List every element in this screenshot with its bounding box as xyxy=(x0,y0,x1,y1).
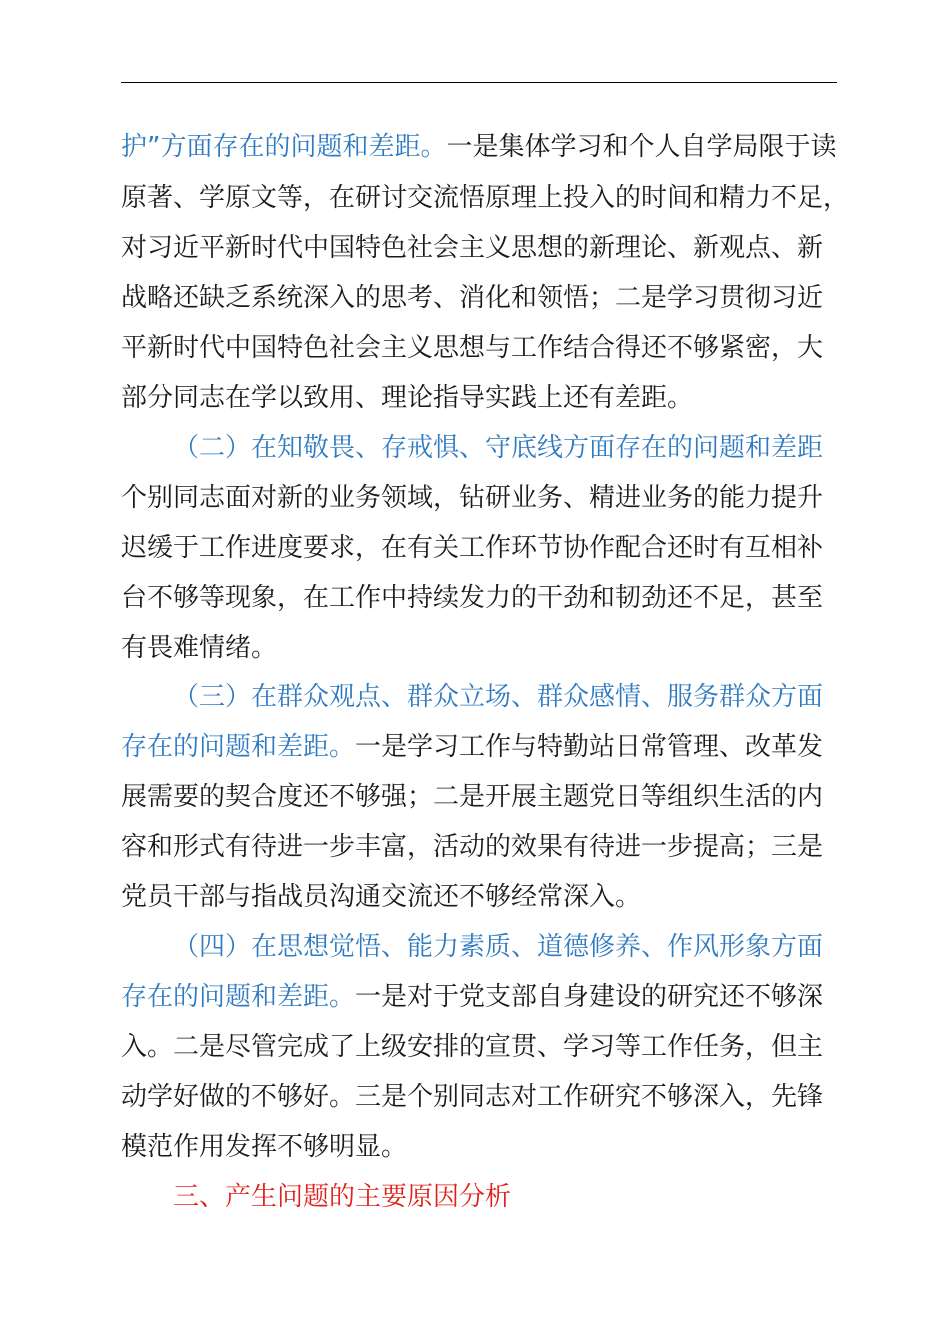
p4-line3: 入。二是尽管完成了上级安排的宣贯、学习等工作任务，但主 xyxy=(121,1032,824,1062)
p4-line2-text: 一是对于党支部自身建设的研究还不够深 xyxy=(355,982,824,1012)
p1-line2: 原著、学原文等，在研讨交流悟原理上投入的时间和精力不足， xyxy=(121,183,850,213)
p4-line2 xyxy=(121,980,841,1014)
p3-line4: 容和形式有待进一步丰富，活动的效果有待进一步提高；三是 xyxy=(121,832,824,862)
p3-line3: 展需要的契合度还不够强；二是开展主题党日等组织生活的内 xyxy=(121,782,824,812)
p2-heading: （二）在知敬畏、存戒惧、守底线方面存在的问题和差距 xyxy=(173,433,824,463)
p3-line2-text: 一是学习工作与特勤站日常管理、改革发 xyxy=(355,732,824,762)
p1-line5: 平新时代中国特色社会主义思想与工作结合得还不够紧密，大 xyxy=(121,333,824,363)
p3-line2 xyxy=(121,730,841,764)
p1-line3: 对习近平新时代中国特色社会主义思想的新理论、新观点、新 xyxy=(121,233,824,263)
p4-line4: 动学好做的不够好。三是个别同志对工作研究不够深入，先锋 xyxy=(121,1082,824,1112)
p1-line6: 部分同志在学以致用、理论指导实践上还有差距。 xyxy=(121,383,694,413)
header-rule xyxy=(121,82,837,83)
section3-heading: 三、产生问题的主要原因分析 xyxy=(173,1182,512,1212)
p3-line5: 党员干部与指战员沟通交流还不够经常深入。 xyxy=(121,882,642,912)
p3-heading-line1: （三）在群众观点、群众立场、群众感情、服务群众方面 xyxy=(173,682,824,712)
p2-line4: 台不够等现象，在工作中持续发力的干劲和韧劲还不足，甚至 xyxy=(121,583,824,613)
p2-line5: 有畏难情绪。 xyxy=(121,633,278,663)
p4-heading-line1: （四）在思想觉悟、能力素质、道德修养、作风形象方面 xyxy=(173,932,824,962)
p1-heading-fragment: 护”方面存在的问题和差距。 xyxy=(121,132,447,162)
p4-heading-line2: 存在的问题和差距。 xyxy=(121,982,356,1012)
p1-line4: 战略还缺乏系统深入的思考、消化和领悟；二是学习贯彻习近 xyxy=(121,283,824,313)
p2-line2: 个别同志面对新的业务领域，钻研业务、精进业务的能力提升 xyxy=(121,483,824,513)
p1-line1-text: 一是集体学习和个人自学局限于读 xyxy=(446,132,837,162)
p1-line1 xyxy=(121,130,841,164)
p4-line5: 模范作用发挥不够明显。 xyxy=(121,1132,408,1162)
p2-line3: 迟缓于工作进度要求，在有关工作环节协作配合还时有互相补 xyxy=(121,533,824,563)
p3-heading-line2: 存在的问题和差距。 xyxy=(121,732,356,762)
